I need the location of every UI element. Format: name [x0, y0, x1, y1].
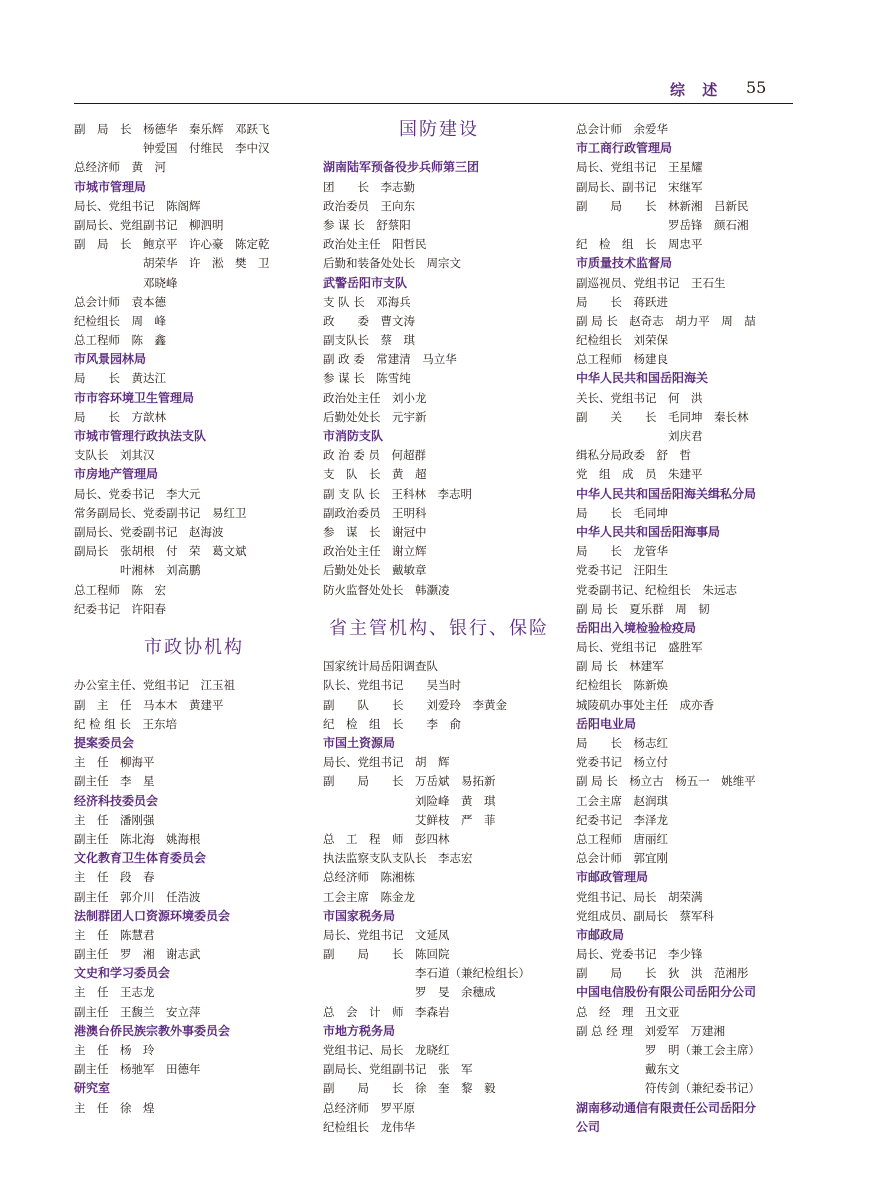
personnel-line: 总工程师 杨建良	[576, 352, 668, 367]
personnel-line: 刘庆君	[576, 429, 703, 443]
column-3	[576, 120, 808, 1137]
org-heading: 市风景园林局	[74, 352, 147, 367]
personnel-line: 总工程师 陈 鑫	[74, 333, 166, 348]
personnel-line: 工会主席 陈金龙	[323, 889, 415, 904]
column-1	[74, 120, 314, 1118]
org-heading: 研究室	[74, 1081, 111, 1096]
personnel-line: 党委书记 杨立付	[576, 755, 668, 770]
personnel-line: 李石道（兼纪检组长）	[323, 966, 530, 981]
personnel-line: 主 任 杨 玲	[74, 1043, 155, 1057]
spacer	[323, 139, 555, 158]
personnel-line: 戴东文	[576, 1062, 680, 1077]
personnel-line: 符传剑（兼纪委书记）	[576, 1081, 760, 1096]
personnel-line: 总会计师 郭宜刚	[576, 851, 668, 866]
personnel-line: 总 会 计 师 李森岩	[323, 1004, 450, 1019]
personnel-line: 缉私分局政委 舒 哲	[576, 448, 691, 463]
personnel-line: 纪 检 组 长 周忠平	[576, 237, 703, 252]
org-heading: 法制群团人口资源环境委员会	[74, 908, 231, 923]
org-heading: 市邮政管理局	[576, 870, 649, 885]
personnel-line: 主 任 王志龙	[74, 985, 155, 1000]
personnel-line: 局长、党组书记 陈阁辉	[74, 198, 201, 213]
personnel-line: 党组书记、局长 龙晓红	[323, 1043, 450, 1057]
personnel-line: 总经济师 陈湘栋	[323, 870, 415, 885]
personnel-line: 副 局 长 夏乐群 周 韧	[576, 601, 710, 616]
personnel-line: 政治处主任 刘小龙	[323, 390, 427, 405]
personnel-line: 总经济师 黄 河	[74, 160, 166, 175]
org-heading: 市市容环境卫生管理局	[74, 390, 195, 405]
personnel-line: 胡荣华 许 淞 樊 卫	[74, 256, 270, 271]
personnel-line: 参 谋 长 陈雪纯	[323, 371, 411, 386]
personnel-line: 副局长、党组副书记 柳泗明	[74, 217, 224, 232]
personnel-line: 政 治 委 员 何超群	[323, 448, 426, 463]
personnel-line: 队长、党组书记 吴当时	[323, 678, 461, 693]
personnel-line: 副 局 长 林建军	[576, 659, 664, 674]
org-heading: 提案委员会	[74, 736, 135, 750]
personnel-line: 常务副局长、党委副书记 易红卫	[74, 505, 247, 520]
personnel-line: 钟爱国 付维民 李中汉	[74, 141, 270, 156]
org-heading: 市城市管理行政执法支队	[74, 429, 207, 443]
personnel-line: 副 主 任 马本木 黄建平	[74, 697, 224, 712]
personnel-line: 主 任 潘刚强	[74, 812, 155, 827]
spacer	[74, 619, 314, 638]
org-heading: 岳阳出入境检验检疫局	[576, 620, 697, 635]
section-title: 国防建设	[399, 119, 479, 140]
personnel-line: 局长、党组书记 胡 辉	[323, 755, 450, 770]
personnel-line: 总会计师 余爱华	[576, 122, 668, 136]
personnel-line: 副 局 长 杨立古 杨五一 姚维平	[576, 774, 756, 789]
personnel-line: 副 支 队 长 王科林 李志明	[323, 486, 472, 501]
personnel-line: 副 总 经 理 刘爱军 万建湘	[576, 1023, 725, 1038]
personnel-line: 党委副书记、纪检组长 朱远志	[576, 582, 737, 597]
personnel-line: 总 经 理 丑文亚	[576, 1004, 680, 1019]
personnel-line: 支队长 刘其汉	[74, 448, 155, 463]
personnel-line: 邓晓峰	[74, 275, 178, 290]
personnel-line: 主 任 柳海平	[74, 755, 155, 770]
personnel-line: 副局长、党委副书记 赵海波	[74, 524, 224, 539]
org-heading: 文史和学习委员会	[74, 966, 171, 981]
personnel-line: 副 局 长 万岳斌 易拓新	[323, 774, 496, 789]
org-heading: 市消防支队	[323, 429, 384, 443]
personnel-line: 政治处主任 谢立辉	[323, 544, 427, 559]
personnel-line: 副 局 长 赵奇志 胡力平 周 喆	[576, 313, 756, 328]
personnel-line: 局 长 黄达江	[74, 371, 166, 386]
personnel-line: 总工程师 唐丽红	[576, 831, 668, 846]
org-heading: 文化教育卫生体育委员会	[74, 851, 207, 866]
org-heading: 市邮政局	[576, 927, 625, 942]
personnel-line: 主 任 徐 煌	[74, 1100, 155, 1115]
personnel-line: 党组成员、副局长 蔡军科	[576, 908, 714, 923]
personnel-line: 局长、党组书记 文延凤	[323, 927, 450, 942]
personnel-line: 纪委书记 李泽龙	[576, 812, 668, 827]
section-title: 省主管机构、银行、保险	[329, 617, 549, 639]
personnel-line: 纪检组长 周 峰	[74, 313, 166, 328]
personnel-line: 纪委书记 许阳春	[74, 601, 166, 616]
personnel-line: 局 长 毛同坤	[576, 505, 668, 520]
personnel-line: 党组书记、局长 胡荣满	[576, 889, 703, 904]
page-number: 55	[746, 78, 767, 97]
personnel-line: 支 队 长 邓海兵	[323, 294, 411, 309]
running-header-section: 综 述	[670, 81, 724, 99]
personnel-line: 团 长 李志勤	[323, 179, 415, 194]
personnel-line: 政治委员 王向东	[323, 198, 415, 213]
personnel-line: 副主任 罗 湘 谢志武	[74, 947, 201, 962]
org-heading: 公司	[576, 1119, 601, 1134]
org-heading: 市质量技术监督局	[576, 256, 673, 271]
personnel-line: 局 长 杨志红	[576, 736, 668, 750]
personnel-line: 副支队长 蔡 琪	[323, 333, 415, 348]
personnel-line: 支 队 长 黄 超	[323, 467, 427, 482]
personnel-line: 副 局 长 陈回院	[323, 947, 450, 962]
personnel-line: 参 谋 长 谢冠中	[323, 524, 427, 539]
personnel-line: 局 长 蒋跃进	[576, 294, 668, 309]
personnel-line: 艾鲜枝 严 菲	[323, 812, 496, 827]
org-heading: 市房地产管理局	[74, 467, 159, 482]
column-2	[323, 120, 555, 1137]
org-heading: 湖南移动通信有限责任公司岳阳分	[576, 1100, 757, 1115]
personnel-line: 副主任 杨驰军 田德年	[74, 1062, 201, 1077]
personnel-line: 副局长、副书记 宋继军	[576, 179, 703, 194]
personnel-line: 党委书记 汪阳生	[576, 563, 668, 578]
personnel-line: 总会计师 袁本德	[74, 294, 166, 309]
personnel-line: 纪检组长 龙伟华	[323, 1119, 415, 1134]
org-heading: 中华人民共和国岳阳海关缉私分局	[576, 486, 757, 501]
personnel-line: 局 长 龙管华	[576, 544, 668, 559]
personnel-line: 罗 明（兼工会主席）	[576, 1043, 760, 1057]
personnel-line: 副 局 长 鲍京平 许心豪 陈定乾	[74, 237, 270, 252]
personnel-line: 副 局 长 杨德华 秦乐辉 邓跃飞	[74, 122, 270, 136]
personnel-line: 纪 检 组 长 王东培	[74, 716, 177, 731]
personnel-line: 关长、党组书记 何 洪	[576, 390, 703, 405]
org-heading: 市工商行政管理局	[576, 141, 673, 156]
personnel-line: 总工程师 陈 宏	[74, 582, 166, 597]
personnel-line: 防火监督处处长 韩灏凌	[323, 582, 450, 597]
personnel-line: 罗岳锋 颜石湘	[576, 217, 749, 232]
personnel-line: 副 局 长 徐 奎 黎 毅	[323, 1081, 496, 1096]
section-title: 市政协机构	[144, 637, 244, 659]
personnel-line: 局 长 方歆林	[74, 409, 166, 424]
personnel-line: 刘险峰 黄 琪	[323, 793, 496, 808]
org-heading: 市国土资源局	[323, 736, 396, 750]
org-heading: 中华人民共和国岳阳海事局	[576, 524, 721, 539]
personnel-line: 局长、党组书记 王星耀	[576, 160, 703, 175]
header-rule	[74, 103, 793, 104]
personnel-line: 后勤处处长 元宇新	[323, 409, 427, 424]
personnel-line: 副主任 郭介川 任浩波	[74, 889, 201, 904]
org-heading: 湖南陆军预备役步兵师第三团	[323, 160, 480, 175]
personnel-line: 工会主席 赵润琪	[576, 793, 668, 808]
personnel-line: 纪检组长 刘荣保	[576, 333, 668, 348]
personnel-line: 国家统计局岳阳调查队	[323, 659, 438, 674]
personnel-line: 局长、党组书记 盛胜军	[576, 640, 703, 655]
org-heading: 市地方税务局	[323, 1023, 396, 1038]
spacer	[74, 657, 314, 676]
org-heading: 中华人民共和国岳阳海关	[576, 371, 709, 386]
personnel-line: 总 工 程 师 彭四林	[323, 831, 450, 846]
personnel-line: 总经济师 罗平原	[323, 1100, 415, 1115]
personnel-line: 纪检组长 陈新焕	[576, 678, 668, 693]
org-heading: 中国电信股份有限公司岳阳分公司	[576, 985, 757, 1000]
personnel-line: 副主任 李 星	[74, 774, 155, 789]
personnel-line: 副政治委员 王明科	[323, 505, 427, 520]
personnel-line: 主 任 陈慧君	[74, 927, 155, 942]
personnel-line: 副巡视员、党组书记 王石生	[576, 275, 726, 290]
personnel-line: 政 委 曹文涛	[323, 313, 415, 328]
spacer	[323, 600, 555, 619]
personnel-line: 党 组 成 员 朱建平	[576, 467, 703, 482]
org-heading: 港澳台侨民族宗教外事委员会	[74, 1023, 231, 1038]
personnel-line: 副局长、党组副书记 张 军	[323, 1062, 473, 1077]
personnel-line: 主 任 段 春	[74, 870, 155, 885]
personnel-line: 办公室主任、党组书记 江玉祖	[74, 678, 235, 693]
personnel-line: 城陵矶办事处主任 成亦香	[576, 697, 714, 712]
personnel-line: 副 政 委 常建清 马立华	[323, 352, 457, 367]
personnel-line: 参 谋 长 舒蔡阳	[323, 217, 411, 232]
personnel-line: 局长、党委书记 李少锋	[576, 947, 703, 962]
personnel-line: 政治处主任 阳哲民	[323, 237, 427, 252]
personnel-line: 副 关 长 毛同坤 秦长林	[576, 409, 749, 424]
personnel-line: 局长、党委书记 李大元	[74, 486, 201, 501]
personnel-line: 叶湘林 刘高鹏	[74, 563, 201, 578]
personnel-line: 副 局 长 狄 洪 范湘彤	[576, 966, 749, 981]
personnel-line: 纪 检 组 长 李 俞	[323, 716, 461, 731]
org-heading: 武警岳阳市支队	[323, 275, 408, 290]
spacer	[323, 638, 555, 657]
personnel-line: 执法监察支队支队长 李志宏	[323, 851, 473, 866]
personnel-line: 副 局 长 林新湘 吕新民	[576, 198, 749, 213]
org-heading: 岳阳电业局	[576, 716, 637, 731]
personnel-line: 后勤和装备处处长 周宗文	[323, 256, 461, 271]
personnel-line: 后勤处处长 戴敏章	[323, 563, 427, 578]
personnel-line: 副主任 陈北海 姚海根	[74, 831, 201, 846]
org-heading: 市城市管理局	[74, 179, 147, 194]
org-heading: 经济科技委员会	[74, 793, 159, 808]
personnel-line: 副局长 张胡根 付 荣 葛文斌	[74, 544, 247, 559]
org-heading: 市国家税务局	[323, 908, 396, 923]
personnel-line: 副 队 长 刘爱玲 李黄金	[323, 697, 507, 712]
personnel-line: 副主任 王馥兰 安立萍	[74, 1004, 201, 1019]
personnel-line: 罗 旻 余穗成	[323, 985, 496, 1000]
